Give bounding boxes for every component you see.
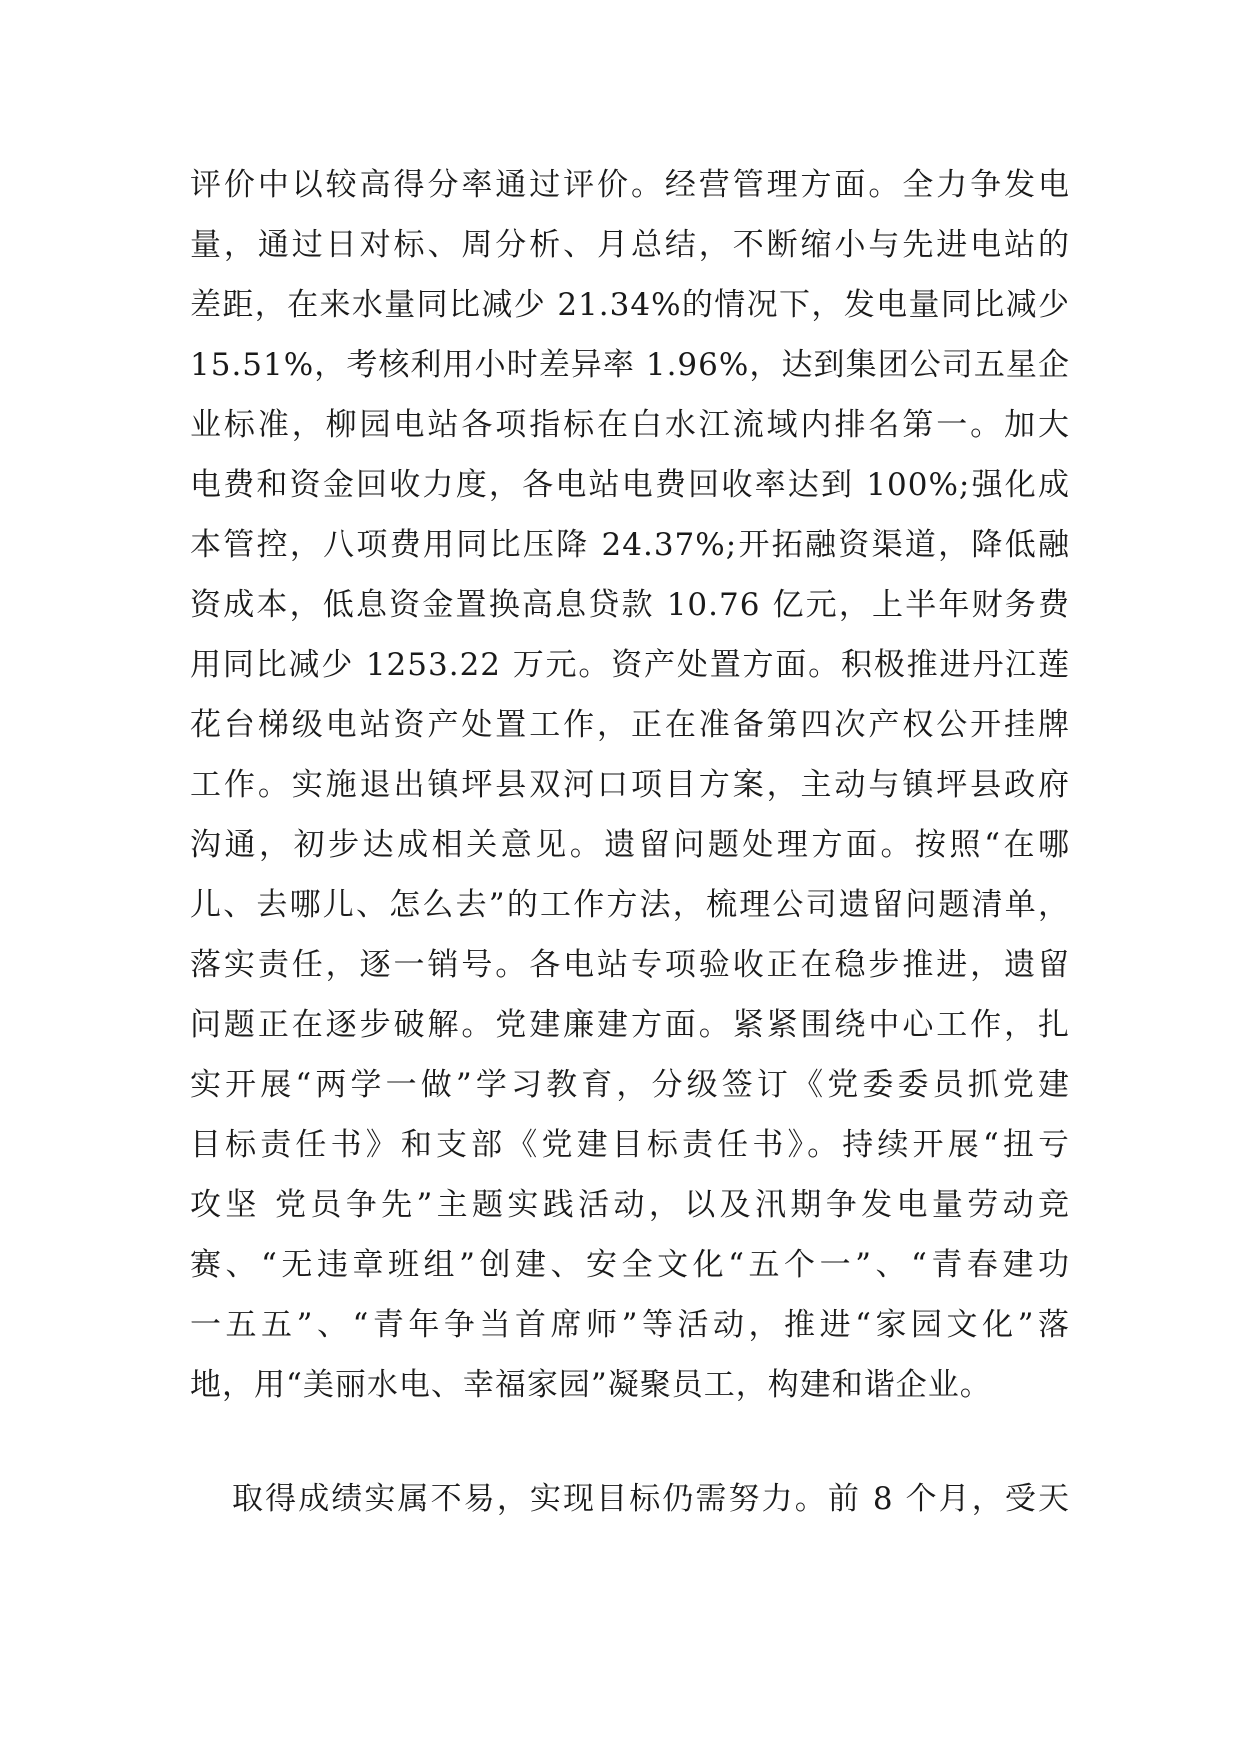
text-line: 落实责任，逐一销号。各电站专项验收正在稳步推进，遗留 <box>190 947 1070 983</box>
text-line: 业标准，柳园电站各项指标在白水江流域内排名第一。加大 <box>190 407 1070 443</box>
text-line: 本管控，八项费用同比压降 24.37%;开拓融资渠道，降低融 <box>190 527 1070 563</box>
text-line: 用同比减少 1253.22 万元。资产处置方面。积极推进丹江莲 <box>190 647 1070 683</box>
text-line: 量，通过日对标、周分析、月总结，不断缩小与先进电站的 <box>190 227 1070 263</box>
text-line: 评价中以较高得分率通过评价。经营管理方面。全力争发电 <box>190 167 1070 203</box>
text-line: 电费和资金回收力度，各电站电费回收率达到 100%;强化成 <box>190 467 1070 503</box>
text-line: 取得成绩实属不易，实现目标仍需努力。前 8 个月，受天 <box>232 1481 1070 1517</box>
text-line: 工作。实施退出镇坪县双河口项目方案，主动与镇坪县政府 <box>190 767 1070 803</box>
text-line: 地，用“美丽水电、幸福家园”凝聚员工，构建和谐企业。 <box>190 1367 992 1403</box>
text-line: 赛、“无违章班组”创建、安全文化“五个一”、“青春建功 <box>190 1247 1070 1283</box>
text-line: 实开展“两学一做”学习教育，分级签订《党委委员抓党建 <box>190 1067 1070 1103</box>
text-line: 一五五”、“青年争当首席师”等活动，推进“家园文化”落 <box>190 1307 1070 1343</box>
text-line: 攻坚 党员争先”主题实践活动，以及汛期争发电量劳动竞 <box>190 1187 1070 1223</box>
text-line: 差距，在来水量同比减少 21.34%的情况下，发电量同比减少 <box>190 287 1070 323</box>
text-line: 15.51%，考核利用小时差异率 1.96%，达到集团公司五星企 <box>190 347 1070 383</box>
text-line: 问题正在逐步破解。党建廉建方面。紧紧围绕中心工作，扎 <box>190 1007 1070 1043</box>
text-line: 花台梯级电站资产处置工作，正在准备第四次产权公开挂牌 <box>190 707 1070 743</box>
body-paragraph-2 <box>190 1469 1070 1529</box>
text-line: 沟通，初步达成相关意见。遗留问题处理方面。按照“在哪 <box>190 827 1070 863</box>
text-line: 资成本，低息资金置换高息贷款 10.76 亿元，上半年财务费 <box>190 587 1070 623</box>
text-line: 目标责任书》和支部《党建目标责任书》。持续开展“扭亏 <box>190 1127 1070 1163</box>
text-line: 儿、去哪儿、怎么去”的工作方法，梳理公司遗留问题清单， <box>190 887 1070 923</box>
body-paragraph-1 <box>190 155 1070 1415</box>
